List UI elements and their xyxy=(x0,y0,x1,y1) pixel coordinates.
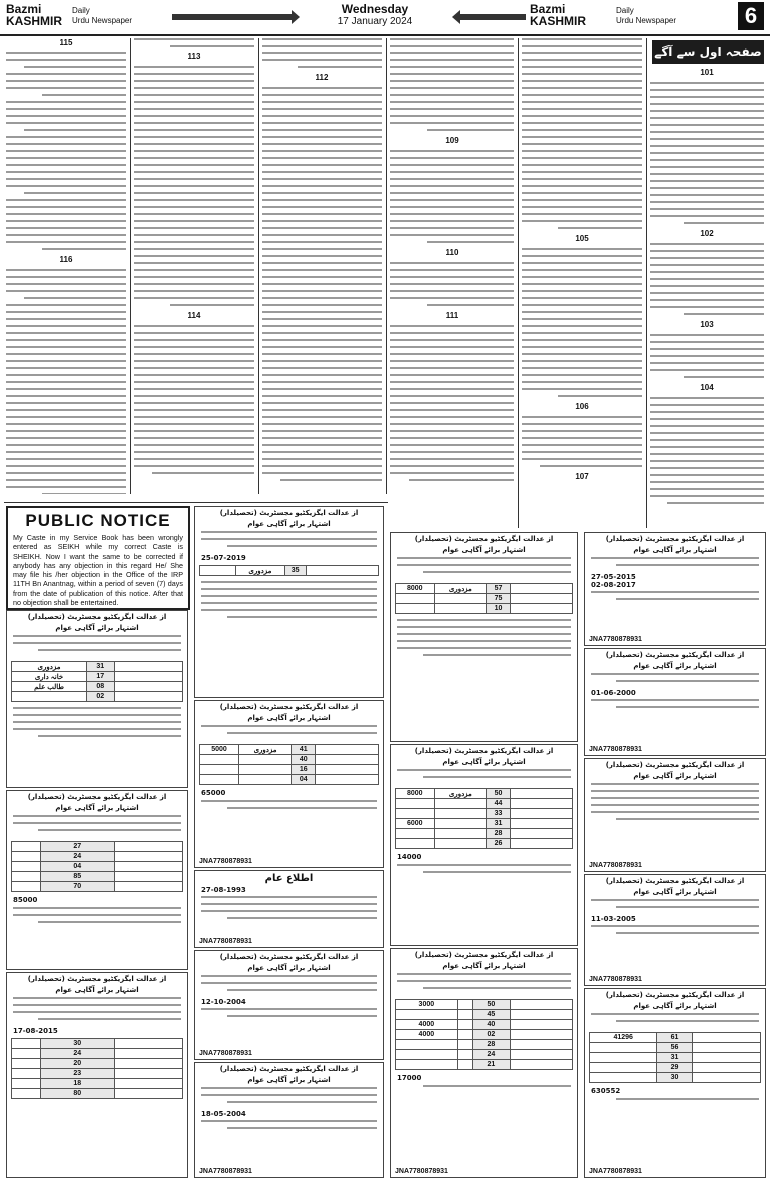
ad-notice-label: اشتہار برائے آگاہی عوام xyxy=(55,986,139,994)
ad-date: 01-06-2000 xyxy=(591,689,636,697)
table-row: 02 xyxy=(12,692,183,702)
ad-table xyxy=(395,583,573,614)
article-column-2 xyxy=(134,38,254,494)
header-ornament-right-icon xyxy=(452,10,526,24)
ad-date: 18-05-2004 xyxy=(201,1110,246,1118)
masthead-right-line1: Bazmi xyxy=(530,2,566,16)
table-row: 3000 50 xyxy=(396,1000,573,1010)
table-row: طالب علم 08 xyxy=(12,682,183,692)
ad-notice-label: اشتہار برائے آگاہی عوام xyxy=(633,772,717,780)
tagline-right-line1: Daily xyxy=(616,6,634,15)
ad-notice-label: اشتہار برائے آگاہی عوام xyxy=(442,758,526,766)
tagline-left-line2: Urdu Newspaper xyxy=(72,16,133,25)
ad-notice xyxy=(6,610,188,788)
table-row: 24 xyxy=(12,852,183,862)
table-row: 21 xyxy=(396,1060,573,1070)
ad-heading: از عدالت ایگزیکٹیو مجسٹریٹ (تحصیلدار) xyxy=(414,535,554,543)
ad-reference: JNA7780878931 xyxy=(589,862,642,869)
column-rule xyxy=(518,38,519,528)
ad-heading: از عدالت ایگزیکٹیو مجسٹریٹ (تحصیلدار) xyxy=(414,951,554,959)
ad-notice-label: اشتہار برائے آگاہی عوام xyxy=(247,1076,331,1084)
ad-heading: از عدالت ایگزیکٹیو مجسٹریٹ (تحصیلدار) xyxy=(605,761,745,769)
ad-notice xyxy=(194,1062,384,1178)
masthead-left-line1: Bazmi xyxy=(6,2,42,16)
ad-reference: JNA7780878931 xyxy=(199,1168,252,1175)
ad-notice-label: اشتہار برائے آگاہی عوام xyxy=(442,546,526,554)
table-row: 26 xyxy=(396,839,573,849)
article-column-3 xyxy=(262,38,382,494)
ad-notice xyxy=(6,790,188,970)
table-row: 80 xyxy=(12,1089,183,1099)
ad-reference: JNA7780878931 xyxy=(199,858,252,865)
table-row: 04 xyxy=(12,862,183,872)
article-number: 107 xyxy=(575,472,589,481)
table-row: خانہ داری 17 xyxy=(12,672,183,682)
ad-notice xyxy=(194,506,384,698)
article-number: 115 xyxy=(59,38,73,47)
table-row: 04 xyxy=(200,775,379,785)
ad-heading: از عدالت ایگزیکٹیو مجسٹریٹ (تحصیلدار) xyxy=(27,613,167,621)
ad-notice xyxy=(390,948,578,1178)
tagline-right-line2: Urdu Newspaper xyxy=(616,16,677,25)
header-ornament-left-icon xyxy=(172,10,300,24)
public-notice-box xyxy=(6,506,190,610)
ad-date: 11-03-2005 xyxy=(591,915,636,923)
ad-notice-label: اشتہار برائے آگاہی عوام xyxy=(55,624,139,632)
article-column-1 xyxy=(6,38,126,494)
column-rule xyxy=(130,38,131,494)
ad-amount: 65000 xyxy=(201,789,226,797)
table-row: 4000 02 xyxy=(396,1030,573,1040)
ad-table xyxy=(11,661,183,702)
article-number: 116 xyxy=(59,255,73,264)
article-number: 101 xyxy=(700,68,714,77)
ad-notice xyxy=(584,648,766,756)
table-row: 20 xyxy=(12,1059,183,1069)
table-row: 18 xyxy=(12,1079,183,1089)
ad-notice-label: اشتہار برائے آگاہی عوام xyxy=(633,888,717,896)
ad-amount: 14000 xyxy=(397,853,422,861)
masthead-right-line2: KASHMIR xyxy=(530,14,586,28)
ad-table xyxy=(11,1038,183,1099)
ad-notice xyxy=(584,758,766,872)
table-row: 56 xyxy=(590,1043,761,1053)
table-row: 31 xyxy=(590,1053,761,1063)
ad-heading: از عدالت ایگزیکٹیو مجسٹریٹ (تحصیلدار) xyxy=(219,703,359,711)
article-number: 105 xyxy=(575,234,589,243)
ad-notice xyxy=(390,532,578,742)
page-header xyxy=(0,0,770,36)
ad-table xyxy=(589,1032,761,1083)
issue-date-block xyxy=(300,2,450,27)
ad-notice-label: اشتہار برائے آگاہی عوام xyxy=(247,520,331,528)
ad-notice xyxy=(390,744,578,946)
table-row: 75 xyxy=(396,594,573,604)
ad-heading: از عدالت ایگزیکٹیو مجسٹریٹ (تحصیلدار) xyxy=(219,509,359,517)
ad-notice xyxy=(6,972,188,1178)
ad-notice-label: اشتہار برائے آگاہی عوام xyxy=(247,714,331,722)
ad-table xyxy=(199,565,379,576)
issue-date: 17 January 2024 xyxy=(337,16,413,27)
article-number: 102 xyxy=(700,229,714,238)
column-rule xyxy=(386,38,387,494)
ad-heading: از عدالت ایگزیکٹیو مجسٹریٹ (تحصیلدار) xyxy=(27,793,167,801)
ad-table xyxy=(199,744,379,785)
issue-day: Wednesday xyxy=(341,2,409,16)
masthead-right xyxy=(530,3,586,27)
ad-reference: JNA7780878931 xyxy=(199,1050,252,1057)
ad-date: 12-10-2004 xyxy=(201,998,246,1006)
table-row: 70 xyxy=(12,882,183,892)
ad-heading: از عدالت ایگزیکٹیو مجسٹریٹ (تحصیلدار) xyxy=(605,651,745,659)
ad-amount: 630552 xyxy=(591,1087,621,1095)
table-row: 4000 40 xyxy=(396,1020,573,1030)
ad-notice-label: اشتہار برائے آگاہی عوام xyxy=(633,1002,717,1010)
article-number: 113 xyxy=(187,52,201,61)
table-row: مزدوری 31 xyxy=(12,662,183,672)
ad-reference: JNA7780878931 xyxy=(589,1168,642,1175)
table-row: 45 xyxy=(396,1010,573,1020)
itlaa-aam-title: اطلاع عام xyxy=(264,873,314,884)
table-row: 40 xyxy=(200,755,379,765)
table-row: مزدوری 35 xyxy=(200,566,379,576)
table-row: 28 xyxy=(396,1040,573,1050)
ad-reference: JNA7780878931 xyxy=(589,976,642,983)
ad-amount: 85000 xyxy=(13,896,38,904)
page-number: 6 xyxy=(738,2,764,30)
article-number: 109 xyxy=(445,136,459,145)
section-divider xyxy=(4,502,388,503)
ad-heading: از عدالت ایگزیکٹیو مجسٹریٹ (تحصیلدار) xyxy=(27,975,167,983)
article-column-5 xyxy=(522,38,642,528)
table-row: 23 xyxy=(12,1069,183,1079)
table-row: 44 xyxy=(396,799,573,809)
article-number: 114 xyxy=(187,311,201,320)
ad-date: 17-08-2015 xyxy=(13,1027,58,1035)
ad-date: 27-08-1993 xyxy=(201,886,246,894)
article-number: 104 xyxy=(700,383,714,392)
table-row: 10 xyxy=(396,604,573,614)
table-row: 28 xyxy=(396,829,573,839)
table-row: 41296 61 xyxy=(590,1033,761,1043)
article-column-6 xyxy=(650,68,764,528)
table-row: 16 xyxy=(200,765,379,775)
table-row: 24 xyxy=(12,1049,183,1059)
article-number: 110 xyxy=(445,248,459,257)
ad-table xyxy=(395,999,573,1070)
table-row: 24 xyxy=(396,1050,573,1060)
ad-notice xyxy=(194,700,384,868)
ad-notice-label: اشتہار برائے آگاہی عوام xyxy=(633,662,717,670)
ad-heading: از عدالت ایگزیکٹیو مجسٹریٹ (تحصیلدار) xyxy=(219,1065,359,1073)
ad-date: 27-05-2015 xyxy=(591,573,636,581)
public-notice-body: My Caste in my Service Book has been wrongly entered as SEIKH while my correct Caste is SHEIKH. Now I want the same to be corrected if anybody has any objection in this regard He/ She may file his /her objection in the Office of the IRP 11TH Bn Anantnag, within a period of seven (7) days from the date of publication of this notice. After that no objection shall be entertained. xyxy=(13,533,183,608)
ad-notice-label: اشتہار برائے آگاہی عوام xyxy=(633,546,717,554)
table-row: 8000 مزدوری 50 xyxy=(396,789,573,799)
ad-reference: JNA7780878931 xyxy=(199,938,252,945)
column-rule xyxy=(258,38,259,494)
ad-date: 25-07-2019 xyxy=(201,554,246,562)
ad-reference: JNA7780878931 xyxy=(395,1168,448,1175)
public-notice-title: PUBLIC NOTICE xyxy=(25,511,171,530)
table-row: 6000 31 xyxy=(396,819,573,829)
article-number: 106 xyxy=(575,402,589,411)
ad-notice xyxy=(584,988,766,1178)
ad-reference: JNA7780878931 xyxy=(589,636,642,643)
article-column-4 xyxy=(390,38,514,528)
ad-amount: 17000 xyxy=(397,1074,422,1082)
article-number: 103 xyxy=(700,320,714,329)
ad-reference: JNA7780878931 xyxy=(589,746,642,753)
ad-heading: از عدالت ایگزیکٹیو مجسٹریٹ (تحصیلدار) xyxy=(605,991,745,999)
table-row: 85 xyxy=(12,872,183,882)
ad-notice xyxy=(584,874,766,986)
table-row: 30 xyxy=(590,1073,761,1083)
ad-heading: از عدالت ایگزیکٹیو مجسٹریٹ (تحصیلدار) xyxy=(414,747,554,755)
tagline-left-line1: Daily xyxy=(72,6,90,15)
ad-notice xyxy=(194,950,384,1060)
ad-heading: از عدالت ایگزیکٹیو مجسٹریٹ (تحصیلدار) xyxy=(219,953,359,961)
table-row: 5000 مزدوری 41 xyxy=(200,745,379,755)
ad-heading: از عدالت ایگزیکٹیو مجسٹریٹ (تحصیلدار) xyxy=(605,877,745,885)
table-row: 30 xyxy=(12,1039,183,1049)
itlaa-aam-notice xyxy=(194,870,384,948)
ad-notice-label: اشتہار برائے آگاہی عوام xyxy=(442,962,526,970)
ad-notice-label: اشتہار برائے آگاہی عوام xyxy=(247,964,331,972)
table-row: 33 xyxy=(396,809,573,819)
front-page-continuation-banner: صفحہ اول سے آگے xyxy=(652,40,764,64)
table-row: 27 xyxy=(12,842,183,852)
ad-table xyxy=(395,788,573,849)
ad-date: 02-08-2017 xyxy=(591,581,636,589)
ad-table xyxy=(11,841,183,892)
masthead-left-line2: KASHMIR xyxy=(6,14,62,28)
table-row: 8000 مزدوری 57 xyxy=(396,584,573,594)
ad-notice xyxy=(584,532,766,646)
table-row: 29 xyxy=(590,1063,761,1073)
ad-heading: از عدالت ایگزیکٹیو مجسٹریٹ (تحصیلدار) xyxy=(605,535,745,543)
article-number: 111 xyxy=(445,311,459,320)
tagline-right xyxy=(616,6,676,26)
column-rule xyxy=(646,38,647,528)
tagline-left xyxy=(72,6,132,26)
ad-notice-label: اشتہار برائے آگاہی عوام xyxy=(55,804,139,812)
masthead-left xyxy=(6,3,62,27)
article-number: 112 xyxy=(315,73,329,82)
